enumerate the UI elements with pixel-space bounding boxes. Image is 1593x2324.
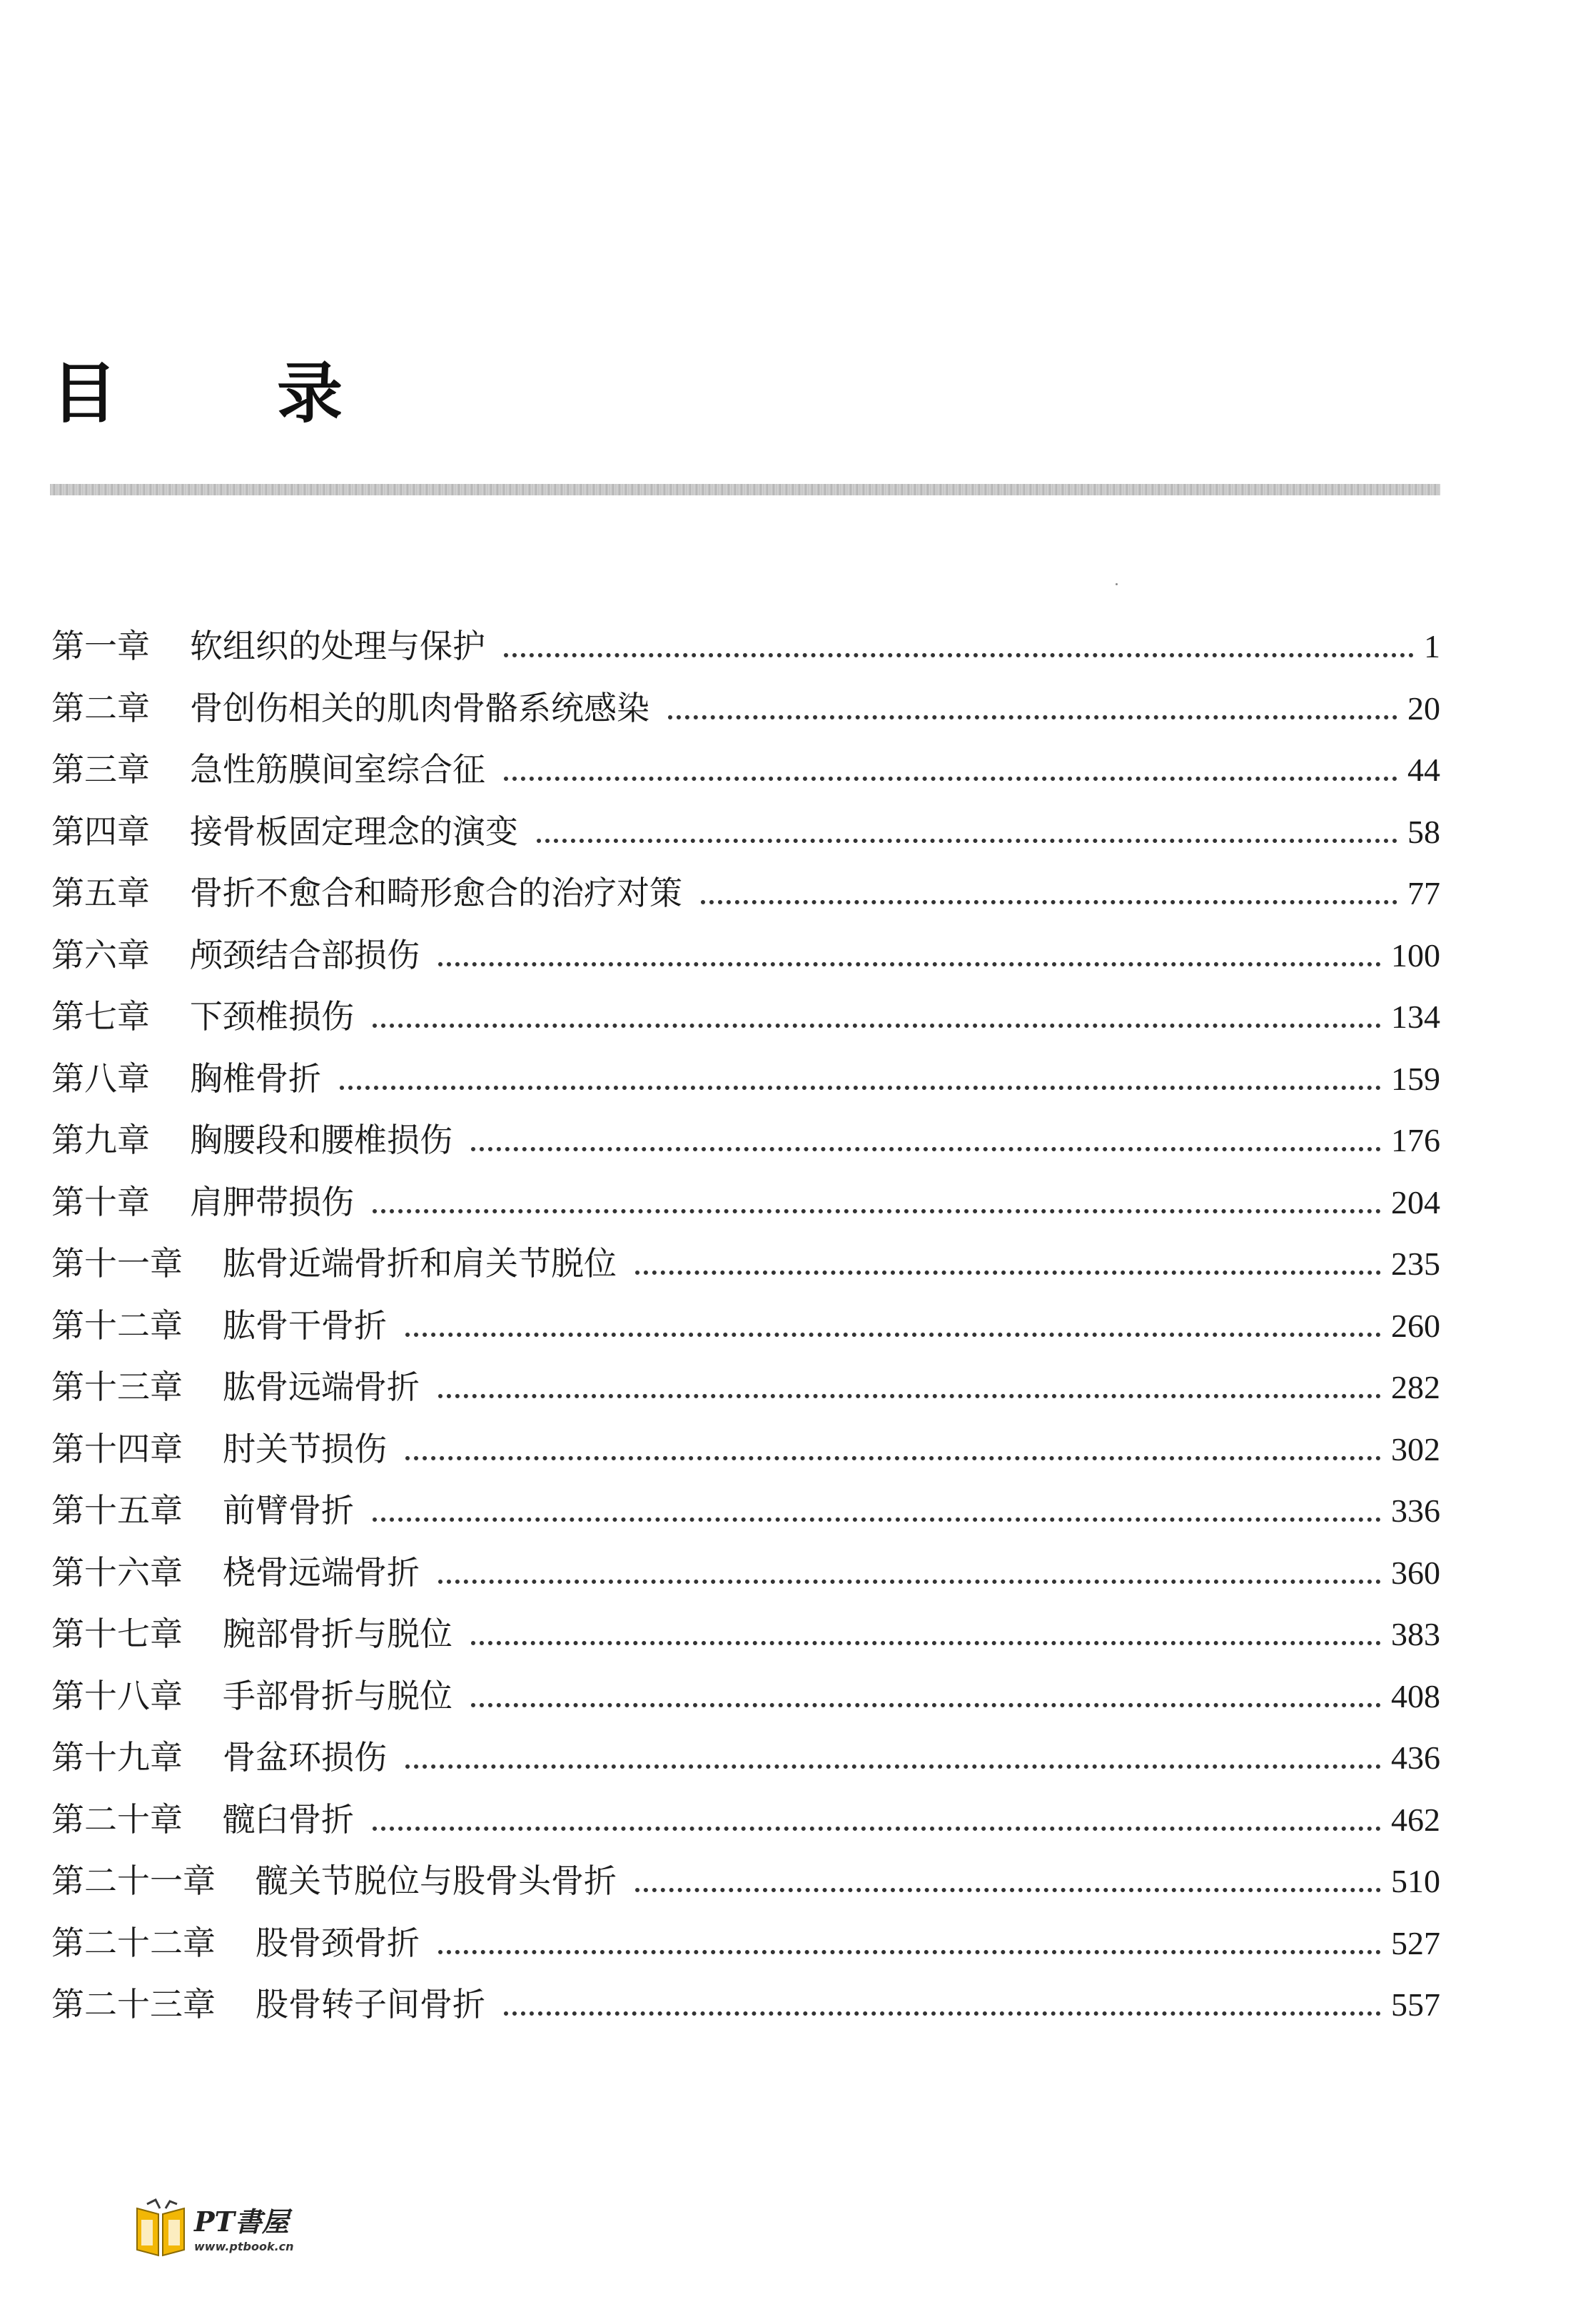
- toc-entry[interactable]: [51, 1295, 1440, 1357]
- toc-entry[interactable]: [51, 1912, 1440, 1974]
- chapter-title: 肩胛带损伤: [190, 1182, 354, 1221]
- page-number: 527: [1391, 1924, 1440, 1961]
- chapter-number: 第十六章: [51, 1552, 183, 1592]
- toc-entry[interactable]: [51, 1171, 1440, 1233]
- chapter-title: 骨创伤相关的肌肉骨骼系统感染: [190, 688, 649, 727]
- toc-entry[interactable]: [51, 1850, 1440, 1912]
- toc-entry[interactable]: [51, 1542, 1440, 1604]
- toc-entry[interactable]: [51, 1603, 1440, 1665]
- dot-leader: [504, 2011, 1381, 2016]
- toc-entry[interactable]: [51, 924, 1440, 986]
- scan-speck: [1116, 583, 1118, 585]
- page-number: 77: [1407, 875, 1440, 911]
- chapter-title: 肘关节损伤: [223, 1429, 387, 1468]
- chapter-number: 第五章: [51, 874, 150, 912]
- chapter-title: 接骨板固定理念的演变: [190, 812, 518, 851]
- chapter-title: 胸椎骨折: [190, 1059, 321, 1098]
- toc-entry[interactable]: [51, 1665, 1440, 1727]
- toc-entry[interactable]: [51, 1233, 1440, 1295]
- chapter-title: 急性筋膜间室综合征: [190, 750, 485, 789]
- page-title: 目 录: [51, 355, 412, 432]
- page-number: 510: [1391, 1863, 1440, 1899]
- dot-leader: [438, 1580, 1381, 1584]
- chapter-number: 第十四章: [51, 1429, 183, 1468]
- page-number: 100: [1391, 936, 1440, 974]
- dot-leader: [668, 715, 1397, 719]
- page-number: 383: [1391, 1616, 1440, 1652]
- page-number: 44: [1407, 752, 1440, 788]
- toc-entry[interactable]: [51, 986, 1440, 1048]
- chapter-title: 髋臼骨折: [223, 1799, 354, 1839]
- toc-entry[interactable]: [51, 1727, 1440, 1789]
- page-number: 436: [1391, 1739, 1440, 1776]
- toc-entry[interactable]: [51, 1418, 1440, 1480]
- chapter-title: 髋关节脱位与股骨头骨折: [256, 1861, 617, 1900]
- chapter-title: 颅颈结合部损伤: [190, 935, 420, 974]
- watermark-name: PT書屋: [194, 2206, 289, 2238]
- page-number: 58: [1407, 813, 1440, 850]
- chapter-number: 第二十章: [51, 1799, 183, 1839]
- chapter-title: 肱骨干骨折: [223, 1305, 387, 1345]
- dot-leader: [537, 839, 1397, 843]
- chapter-title: 桡骨远端骨折: [223, 1552, 420, 1592]
- chapter-number: 第二十三章: [51, 1985, 216, 2024]
- dot-leader: [438, 1950, 1381, 1954]
- dot-leader: [373, 1827, 1381, 1831]
- watermark-url: www.ptbook.cn: [194, 2240, 294, 2253]
- chapter-number: 第二章: [51, 688, 150, 727]
- dot-leader: [471, 1641, 1381, 1645]
- chapter-number: 第四章: [51, 812, 150, 851]
- chapter-title: 前臂骨折: [223, 1491, 354, 1530]
- page-number: 260: [1391, 1307, 1440, 1344]
- chapter-number: 第八章: [51, 1059, 150, 1098]
- chapter-title: 股骨颈骨折: [256, 1923, 420, 1962]
- page-number: 1: [1424, 628, 1440, 665]
- toc-entry[interactable]: [51, 801, 1440, 863]
- page-number: 336: [1391, 1492, 1440, 1529]
- page-number: 360: [1391, 1554, 1440, 1591]
- toc-entry[interactable]: [51, 739, 1440, 801]
- chapter-title: 肱骨近端骨折和肩关节脱位: [223, 1244, 617, 1283]
- toc-entry[interactable]: [51, 677, 1440, 739]
- title-divider: [50, 484, 1440, 495]
- dot-leader: [701, 900, 1397, 904]
- toc-entry[interactable]: [51, 615, 1440, 677]
- chapter-number: 第十九章: [51, 1738, 183, 1777]
- dot-leader: [405, 1764, 1381, 1769]
- dot-leader: [438, 962, 1381, 966]
- page-number: 408: [1391, 1677, 1440, 1714]
- dot-leader: [373, 1209, 1381, 1213]
- dot-leader: [340, 1086, 1381, 1090]
- page-number: 20: [1407, 689, 1440, 727]
- chapter-number: 第十一章: [51, 1244, 183, 1283]
- chapter-number: 第十五章: [51, 1491, 183, 1530]
- page-number: 159: [1391, 1060, 1440, 1097]
- chapter-title: 股骨转子间骨折: [256, 1985, 485, 2024]
- chapter-title: 手部骨折与脱位: [223, 1676, 452, 1715]
- chapter-title: 骨折不愈合和畸形愈合的治疗对策: [190, 874, 682, 912]
- page-number: 462: [1391, 1801, 1440, 1838]
- chapter-number: 第十章: [51, 1182, 150, 1221]
- toc-entry[interactable]: [51, 1109, 1440, 1171]
- chapter-number: 第十七章: [51, 1615, 183, 1653]
- chapter-number: 第七章: [51, 997, 150, 1036]
- toc-entry[interactable]: [51, 1974, 1440, 2036]
- chapter-title: 肱骨远端骨折: [223, 1368, 420, 1406]
- chapter-number: 第六章: [51, 935, 150, 974]
- dot-leader: [471, 1703, 1381, 1707]
- page-number: 134: [1391, 999, 1440, 1035]
- dot-leader: [405, 1456, 1381, 1460]
- chapter-number: 第二十二章: [51, 1923, 216, 1962]
- dot-leader: [635, 1888, 1381, 1892]
- chapter-title: 胸腰段和腰椎损伤: [190, 1121, 452, 1159]
- chapter-number: 第九章: [51, 1121, 150, 1159]
- page-number: 235: [1391, 1246, 1440, 1282]
- page-number: 204: [1391, 1183, 1440, 1221]
- dot-leader: [504, 653, 1414, 657]
- book-logo-icon: [134, 2198, 187, 2260]
- dot-leader: [471, 1147, 1381, 1151]
- toc-entry[interactable]: [51, 1356, 1440, 1418]
- toc-entry[interactable]: [51, 1789, 1440, 1851]
- chapter-number: 第十八章: [51, 1676, 183, 1715]
- toc-entry[interactable]: [51, 862, 1440, 924]
- dot-leader: [373, 1517, 1381, 1522]
- page-number: 557: [1391, 1986, 1440, 2023]
- chapter-number: 第二十一章: [51, 1861, 216, 1900]
- page-number: 176: [1391, 1122, 1440, 1158]
- chapter-number: 第一章: [51, 627, 150, 665]
- chapter-title: 软组织的处理与保护: [190, 627, 485, 665]
- page-number: 302: [1391, 1430, 1440, 1467]
- toc-entry[interactable]: [51, 1480, 1440, 1542]
- dot-leader: [635, 1270, 1381, 1275]
- chapter-title: 腕部骨折与脱位: [223, 1615, 452, 1653]
- chapter-title: 骨盆环损伤: [223, 1738, 387, 1777]
- page-number: 282: [1391, 1369, 1440, 1405]
- dot-leader: [504, 777, 1397, 781]
- toc-entry[interactable]: [51, 1048, 1440, 1110]
- chapter-number: 第三章: [51, 750, 150, 789]
- dot-leader: [373, 1024, 1381, 1028]
- table-of-contents: [51, 615, 1440, 2036]
- chapter-number: 第十三章: [51, 1368, 183, 1406]
- dot-leader: [405, 1333, 1381, 1337]
- dot-leader: [438, 1394, 1381, 1398]
- chapter-title: 下颈椎损伤: [190, 997, 354, 1036]
- chapter-number: 第十二章: [51, 1305, 183, 1345]
- watermark-logo: [134, 2198, 320, 2263]
